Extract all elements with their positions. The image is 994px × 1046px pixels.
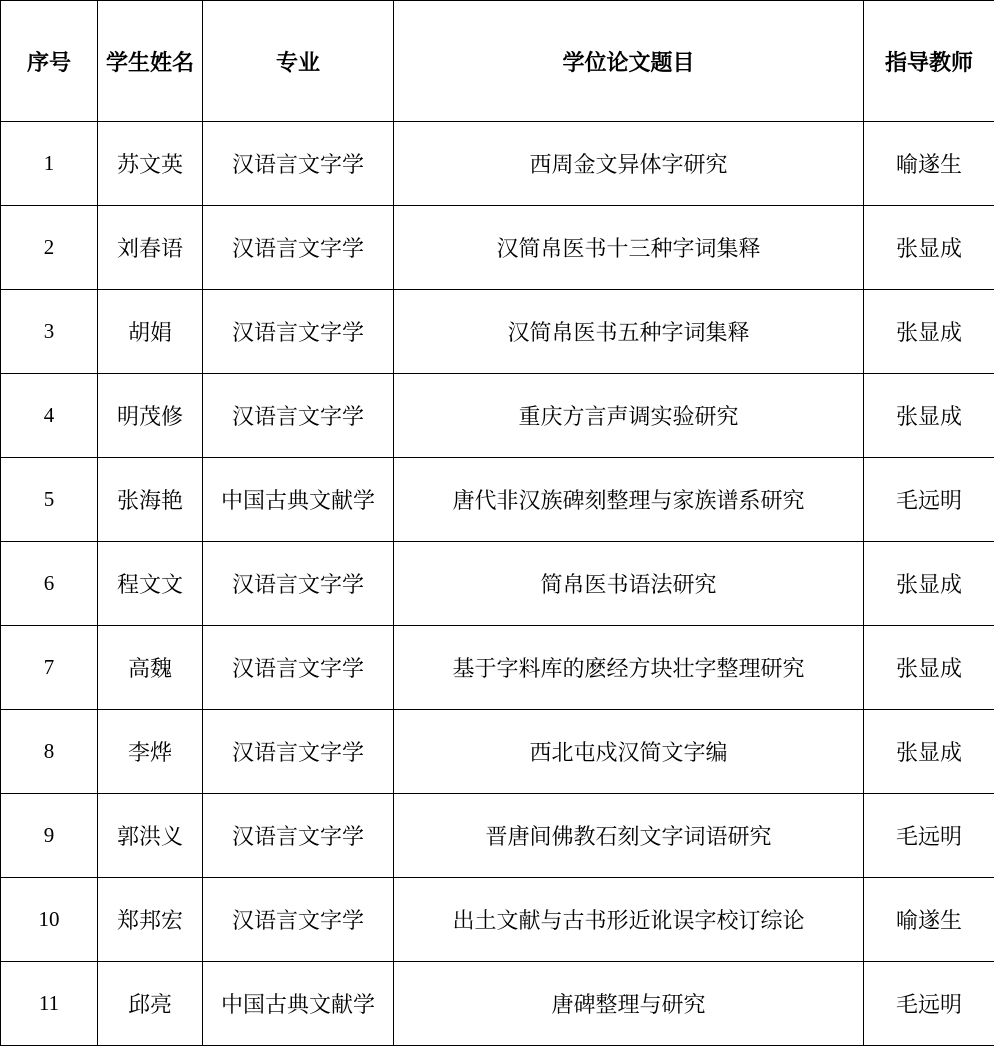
cell-title: 西周金文异体字研究 xyxy=(394,122,864,206)
cell-title: 汉简帛医书五种字词集释 xyxy=(394,290,864,374)
cell-no: 10 xyxy=(1,878,98,962)
cell-no: 7 xyxy=(1,626,98,710)
cell-title: 基于字料库的麽经方块壮字整理研究 xyxy=(394,626,864,710)
cell-no: 6 xyxy=(1,542,98,626)
cell-major: 汉语言文字学 xyxy=(203,878,394,962)
header-row xyxy=(1,1,994,122)
cell-no: 5 xyxy=(1,458,98,542)
table-row xyxy=(1,962,994,1046)
cell-advisor: 张显成 xyxy=(864,206,994,290)
table-row xyxy=(1,458,994,542)
cell-major: 中国古典文献学 xyxy=(203,962,394,1046)
table-header xyxy=(1,1,994,122)
cell-title: 汉简帛医书十三种字词集释 xyxy=(394,206,864,290)
cell-name: 刘春语 xyxy=(98,206,203,290)
cell-name: 郭洪义 xyxy=(98,794,203,878)
cell-major: 中国古典文献学 xyxy=(203,458,394,542)
header-name: 学生姓名 xyxy=(98,1,203,122)
cell-major: 汉语言文字学 xyxy=(203,710,394,794)
cell-advisor: 张显成 xyxy=(864,290,994,374)
cell-name: 李烨 xyxy=(98,710,203,794)
cell-no: 2 xyxy=(1,206,98,290)
cell-advisor: 毛远明 xyxy=(864,458,994,542)
cell-no: 9 xyxy=(1,794,98,878)
cell-name: 明茂修 xyxy=(98,374,203,458)
table-row xyxy=(1,878,994,962)
cell-no: 3 xyxy=(1,290,98,374)
cell-title: 唐碑整理与研究 xyxy=(394,962,864,1046)
table-row xyxy=(1,626,994,710)
cell-advisor: 毛远明 xyxy=(864,794,994,878)
cell-advisor: 张显成 xyxy=(864,374,994,458)
cell-name: 高魏 xyxy=(98,626,203,710)
header-advisor: 指导教师 xyxy=(864,1,994,122)
cell-name: 胡娟 xyxy=(98,290,203,374)
cell-no: 8 xyxy=(1,710,98,794)
cell-name: 邱亮 xyxy=(98,962,203,1046)
cell-title: 重庆方言声调实验研究 xyxy=(394,374,864,458)
cell-title: 出土文献与古书形近讹误字校订综论 xyxy=(394,878,864,962)
cell-major: 汉语言文字学 xyxy=(203,206,394,290)
cell-major: 汉语言文字学 xyxy=(203,374,394,458)
cell-title: 西北屯戍汉简文字编 xyxy=(394,710,864,794)
table-row xyxy=(1,542,994,626)
cell-advisor: 喻遂生 xyxy=(864,122,994,206)
table-body xyxy=(1,122,994,1046)
cell-name: 程文文 xyxy=(98,542,203,626)
cell-major: 汉语言文字学 xyxy=(203,626,394,710)
cell-major: 汉语言文字学 xyxy=(203,542,394,626)
cell-advisor: 毛远明 xyxy=(864,962,994,1046)
cell-major: 汉语言文字学 xyxy=(203,794,394,878)
cell-no: 11 xyxy=(1,962,98,1046)
cell-title: 晋唐间佛教石刻文字词语研究 xyxy=(394,794,864,878)
cell-title: 简帛医书语法研究 xyxy=(394,542,864,626)
cell-advisor: 喻遂生 xyxy=(864,878,994,962)
table-row xyxy=(1,122,994,206)
cell-name: 张海艳 xyxy=(98,458,203,542)
cell-title: 唐代非汉族碑刻整理与家族谱系研究 xyxy=(394,458,864,542)
table-row xyxy=(1,374,994,458)
table-row xyxy=(1,710,994,794)
table-row xyxy=(1,290,994,374)
table-row xyxy=(1,206,994,290)
cell-name: 郑邦宏 xyxy=(98,878,203,962)
cell-advisor: 张显成 xyxy=(864,542,994,626)
cell-no: 4 xyxy=(1,374,98,458)
cell-advisor: 张显成 xyxy=(864,626,994,710)
cell-no: 1 xyxy=(1,122,98,206)
cell-major: 汉语言文字学 xyxy=(203,122,394,206)
cell-name: 苏文英 xyxy=(98,122,203,206)
header-title: 学位论文题目 xyxy=(394,1,864,122)
header-major: 专业 xyxy=(203,1,394,122)
table-row xyxy=(1,794,994,878)
header-no: 序号 xyxy=(1,1,98,122)
cell-major: 汉语言文字学 xyxy=(203,290,394,374)
cell-advisor: 张显成 xyxy=(864,710,994,794)
